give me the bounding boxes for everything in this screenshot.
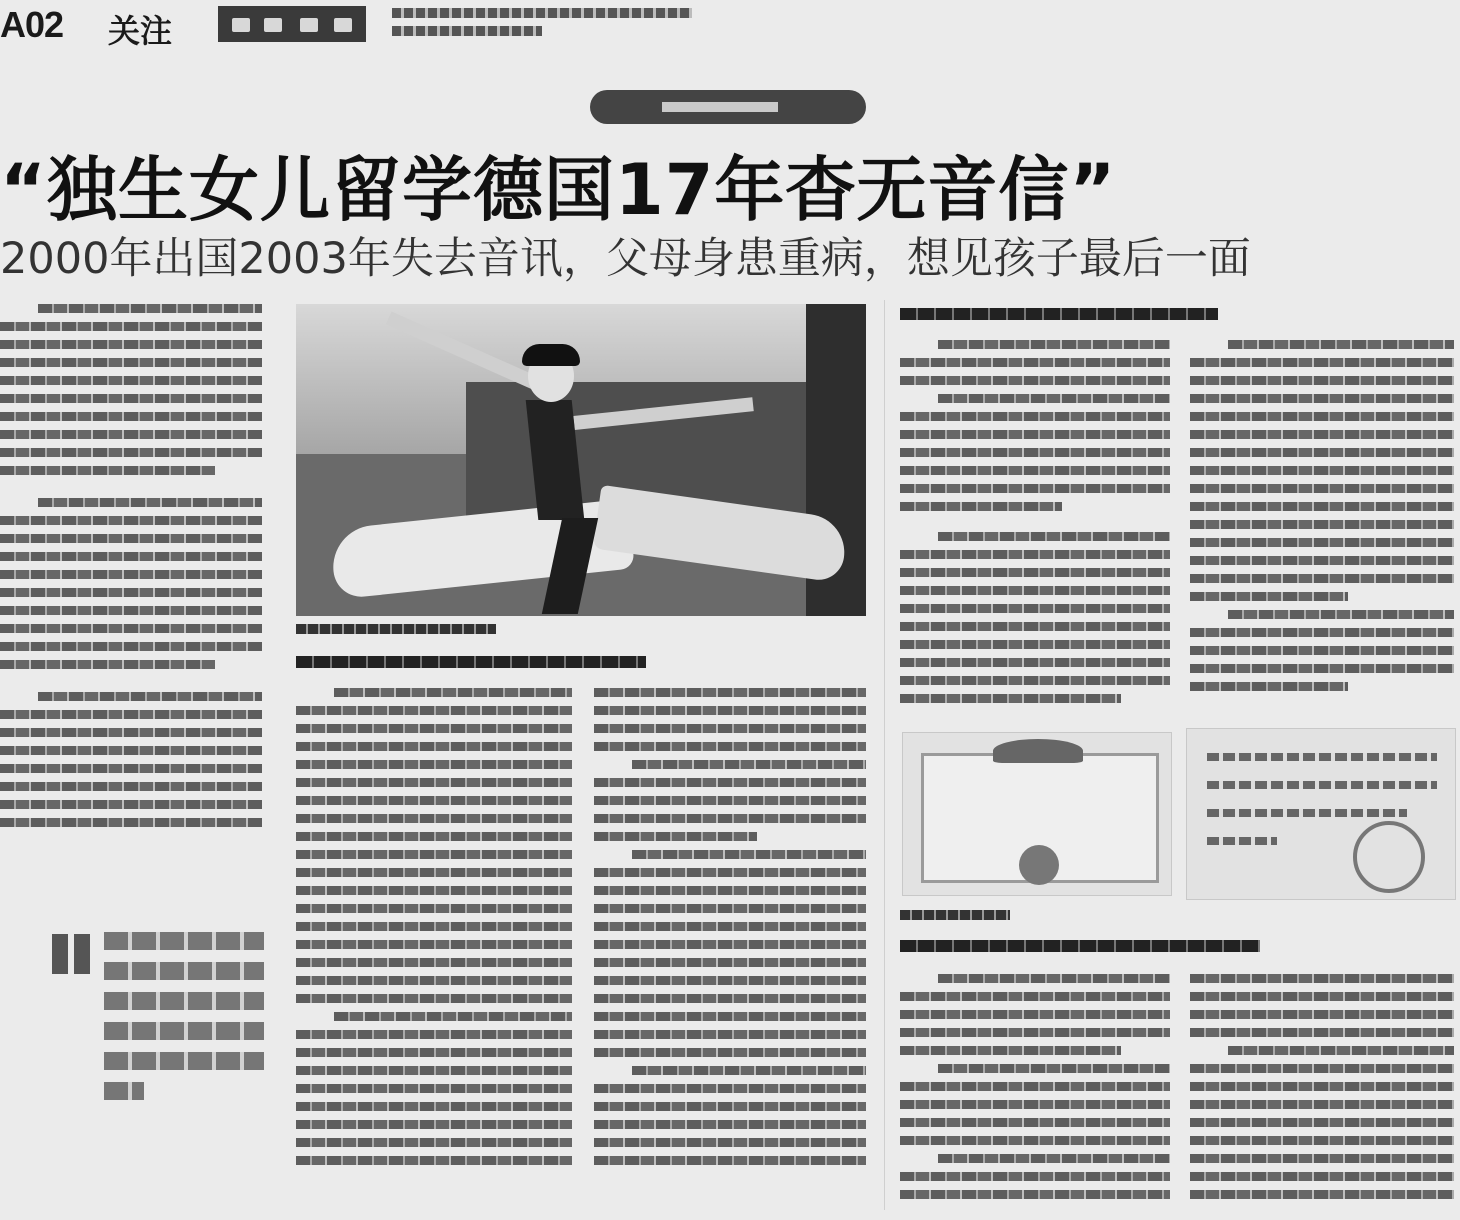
body-column-7 [1190, 974, 1454, 1208]
document-image [1186, 728, 1456, 900]
quote-mark-icon [52, 934, 96, 974]
masthead [0, 0, 1460, 52]
body-column-4 [900, 340, 1170, 712]
section-subtitle-1 [296, 656, 646, 668]
pull-quote [104, 932, 264, 1112]
photo-caption [296, 624, 496, 634]
section-subtitle-2 [900, 308, 1218, 320]
article-photo [296, 304, 866, 616]
section-banner-graphic [218, 6, 366, 42]
subheadline: 2000年出国2003年失去音讯，父母身患重病，想见孩子最后一面 [0, 234, 1251, 284]
column-divider [884, 300, 885, 1210]
body-column-3 [594, 688, 866, 1174]
body-column-1 [0, 304, 262, 836]
kicker-label [590, 90, 866, 124]
certificate-caption [900, 910, 1010, 920]
page-number: A02 [0, 4, 64, 45]
body-column-5 [1190, 340, 1454, 700]
certificate-image [902, 732, 1172, 896]
headline: “独生女儿留学德国17年杳无音信” [0, 149, 1117, 231]
section-subtitle-3 [900, 940, 1260, 952]
body-column-6 [900, 974, 1170, 1208]
editor-credits [392, 4, 702, 44]
section-name: 关注 [108, 12, 173, 50]
body-column-2 [296, 688, 572, 1174]
